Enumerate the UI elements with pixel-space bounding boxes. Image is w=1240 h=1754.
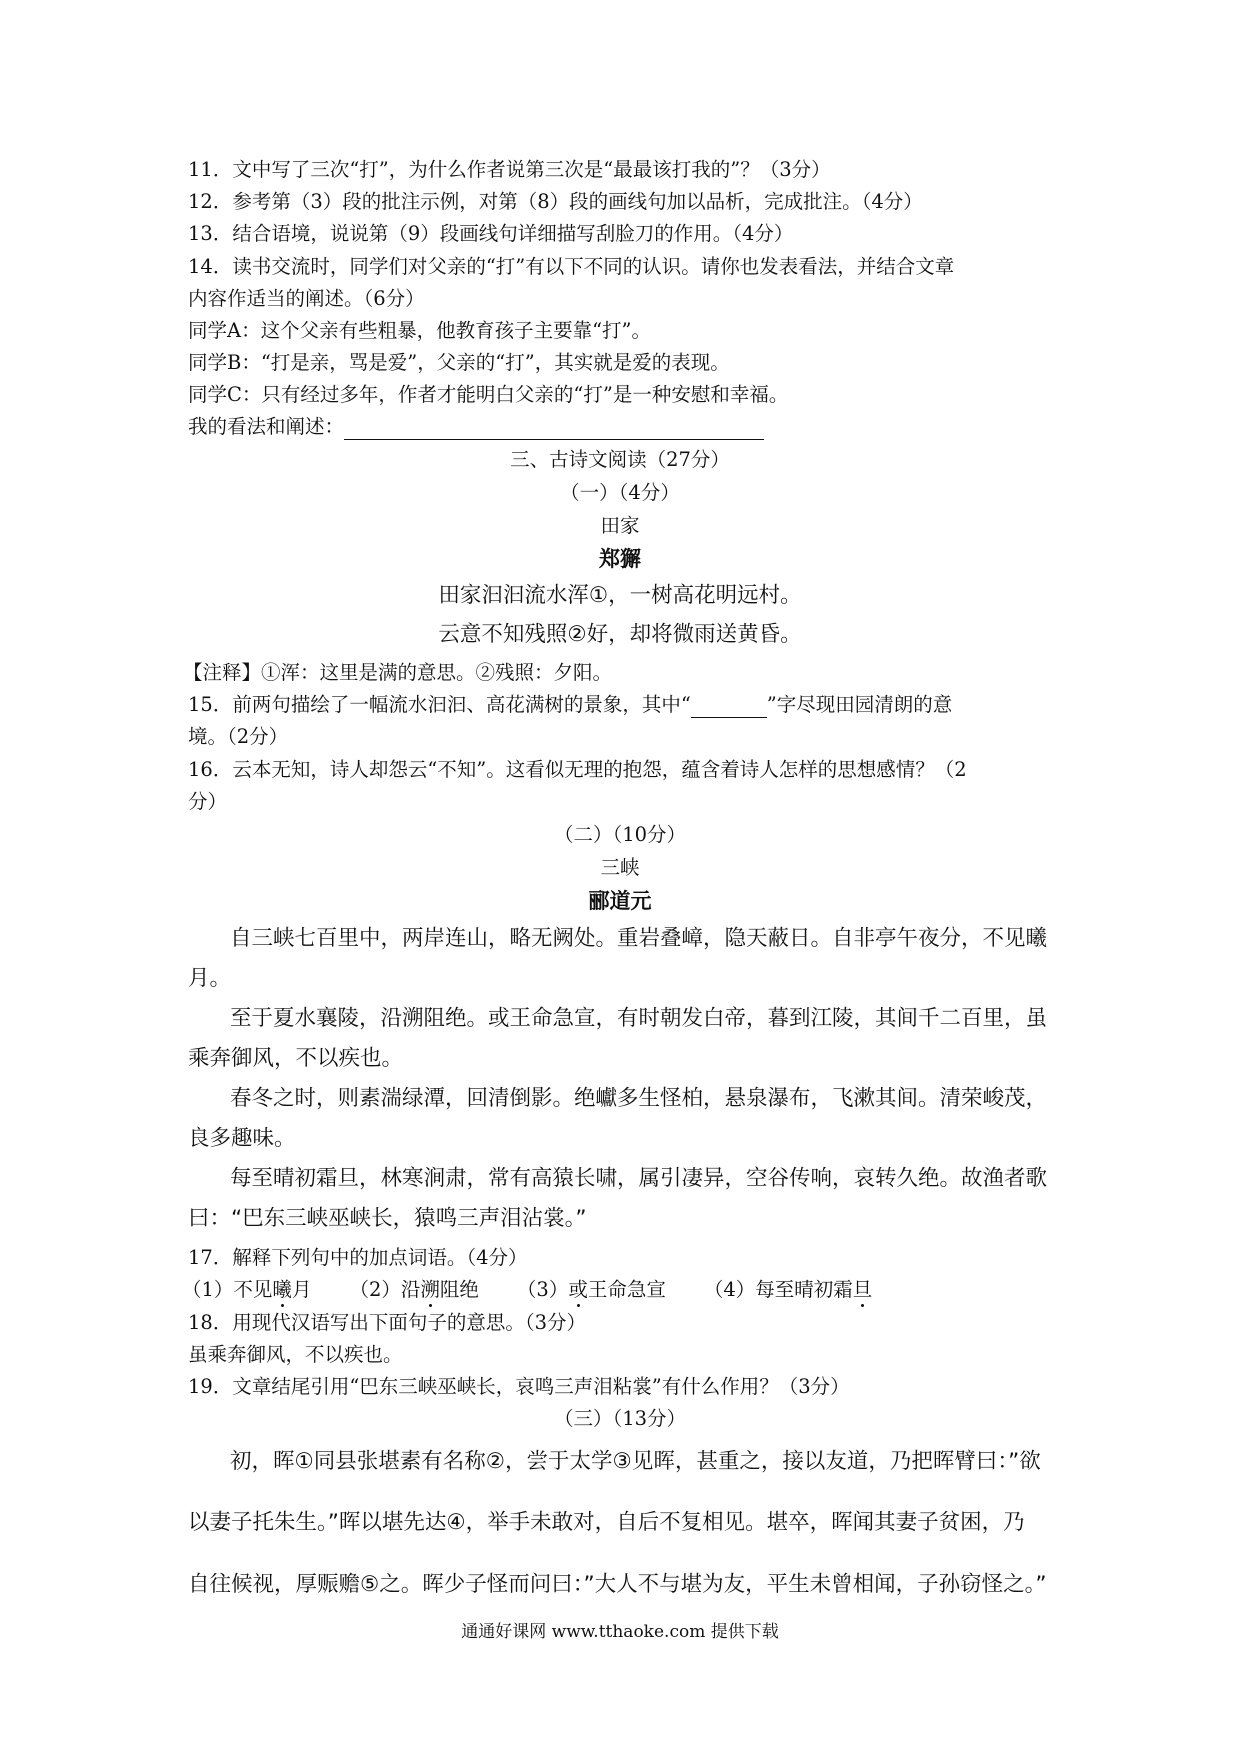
dotted-word: 旦 (852, 1278, 873, 1301)
essay-title: 三峡 (600, 856, 640, 879)
dotted-word: 或 (568, 1278, 588, 1301)
question-19: 19．文章结尾引用“巴东三峡巫峡长，哀鸣三声泪粘裳”有什么作用？（3分） (188, 1375, 850, 1398)
q17-item: （1）不见曦月 (182, 1278, 312, 1301)
q14-answer-line (188, 414, 764, 440)
question-14: 14．读书交流时，同学们对父亲的“打”有以下不同的认识。请你也发表看法，并结合文章 (188, 255, 955, 278)
essay-line: 曰：“巴东三峡巫峡长，猿鸣三声泪沾裳。” (188, 1206, 587, 1231)
dotted-word: 溯 (420, 1278, 440, 1301)
q17-items (182, 1277, 872, 1303)
essay-line: 至于夏水襄陵，沿溯阻绝。或王命急宣，有时朝发白帝，暮到江陵，其间千二百里，虽 (230, 1006, 1048, 1031)
poem-line-1: 田家汩汩流水浑①，一树高花明远村。 (438, 583, 802, 608)
student-c-opinion: 同学C：只有经过多年，作者才能明白父亲的“打”是一种安慰和幸福。 (188, 383, 789, 406)
question-14-cont: 内容作适当的阐述。（6分） (188, 287, 425, 310)
question-15: 15．前两句描绘了一幅流水汩汩、高花满树的景象，其中“ ”字尽现田园清朗的意 (188, 693, 953, 716)
section-3-title: 三、古诗文阅读（27分） (510, 448, 730, 471)
question-12: 12．参考第（3）段的批注示例，对第（8）段的画线句加以品析，完成批注。（4分） (188, 190, 923, 213)
essay-line: 良多趣味。 (188, 1126, 296, 1151)
text3-line: 以妻子托朱生。”晖以堪先达④，举手未敢对，自后不复相见。堪卒，晖闻其妻子贫困，乃 (188, 1510, 1025, 1535)
page-footer: 通通好课网 www.tthaoke.com 提供下载 (461, 1622, 779, 1642)
answer-blank[interactable] (344, 419, 764, 440)
part-3-heading: （三）（13分） (553, 1407, 687, 1430)
essay-line: 乘奔御风，不以疾也。 (188, 1046, 404, 1071)
question-18: 18．用现代汉语写出下面句子的意思。（3分） (188, 1311, 586, 1334)
question-17: 17．解释下列句中的加点词语。（4分） (188, 1246, 528, 1269)
essay-line: 每至晴初霜旦，林寒涧肃，常有高猿长啸，属引凄异，空谷传响，哀转久绝。故渔者歌 (230, 1166, 1048, 1191)
question-13: 13．结合语境，说说第（9）段画线句详细描写刮脸刀的作用。（4分） (188, 222, 794, 245)
poem-note: 【注释】①浑：这里是满的意思。②残照：夕阳。 (183, 661, 613, 684)
student-a-opinion: 同学A：这个父亲有些粗暴，他教育孩子主要靠“打”。 (188, 319, 652, 342)
question-18-sentence: 虽乘奔御风，不以疾也。 (188, 1343, 403, 1366)
q17-item: （2）沿溯阻绝 (349, 1278, 479, 1301)
text3-line: 初，晖①同县张堪素有名称②，尝于太学③见晖，甚重之，接以友道，乃把晖臂曰：”欲 (230, 1449, 1041, 1474)
essay-line: 春冬之时，则素湍绿潭，回清倒影。绝巘多生怪柏，悬泉瀑布，飞漱其间。清荣峻茂， (230, 1086, 1048, 1111)
essay-author: 郦道元 (588, 889, 652, 913)
poem-title: 田家 (600, 514, 640, 537)
question-11: 11．文中写了三次“打”，为什么作者说第三次是“最最该打我的”？（3分） (188, 158, 831, 181)
student-b-opinion: 同学B：“打是亲，骂是爱”，父亲的“打”，其实就是爱的表现。 (188, 351, 730, 374)
q17-item: （4）每至晴初霜旦 (703, 1278, 873, 1301)
essay-line: 自三峡七百里中，两岸连山，略无阙处。重岩叠嶂，隐天蔽日。自非亭午夜分，不见曦 (230, 926, 1048, 951)
text3-line: 自往候视，厚赈赡⑤之。晖少子怪而问曰：”大人不与堪为友，平生未曾相闻，子孙窃怪之。” (188, 1572, 1047, 1597)
essay-line: 月。 (188, 966, 232, 991)
part-1-heading: （一）（4分） (560, 481, 680, 504)
part-2-heading: （二）（10分） (553, 823, 687, 846)
dotted-word: 曦 (272, 1278, 292, 1301)
question-16-cont: 分） (188, 790, 228, 813)
q14-prompt: 我的看法和阐述： (188, 415, 345, 438)
question-15-cont: 境。（2分） (188, 725, 289, 748)
q17-item: （3）或王命急宣 (516, 1278, 666, 1301)
question-16: 16．云本无知，诗人却怨云“不知”。这看似无理的抱怨，蕴含着诗人怎样的思想感情？（2 (188, 758, 967, 781)
poem-author: 郑獬 (599, 547, 641, 571)
q15-blank[interactable] (691, 697, 767, 718)
poem-line-2: 云意不知残照②好，却将微雨送黄昏。 (438, 622, 802, 647)
